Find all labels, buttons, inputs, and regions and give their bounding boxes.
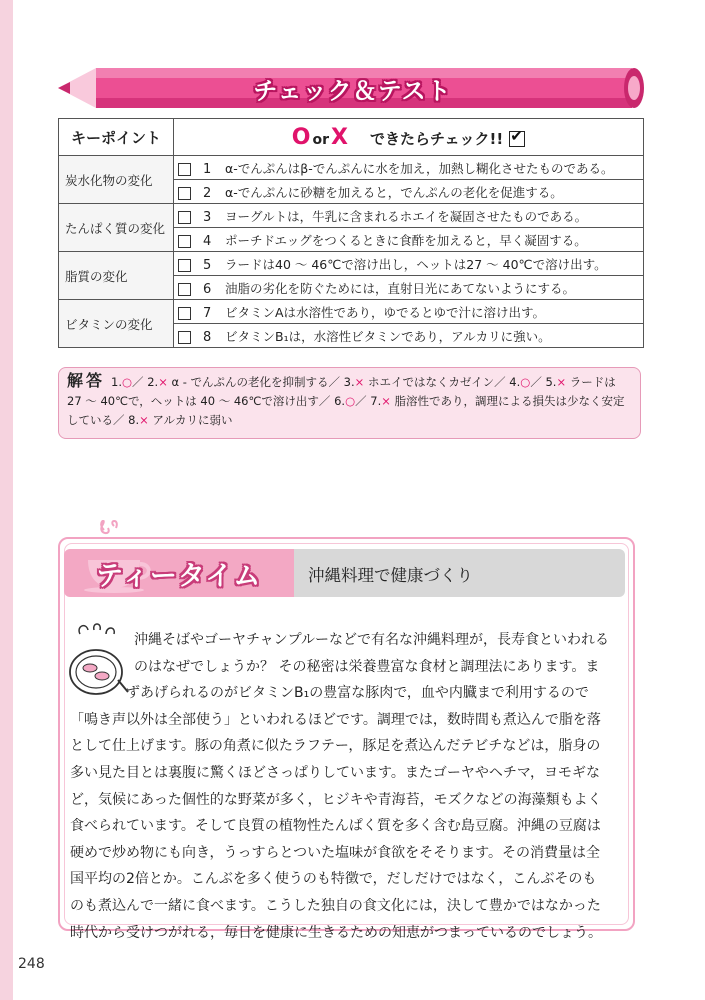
- answer-text: ラードは 27 ～ 40℃で，ヘットは 40 ～ 46℃で溶け出す: [67, 375, 616, 408]
- checkbox[interactable]: [178, 259, 191, 272]
- circle-mark-icon: O: [291, 124, 311, 150]
- check-item: [174, 204, 644, 228]
- check-item: [174, 276, 644, 300]
- header-check-prompt: [174, 119, 644, 156]
- header-keypoint: キーポイント: [59, 119, 174, 156]
- item-number: 6: [203, 281, 212, 297]
- item-text: α-でんぷんに砂糖を加えると，でんぷんの老化を促進する。: [225, 184, 563, 200]
- answer-number: ／ 2.: [132, 375, 159, 389]
- body-line: 食べられています。そして良質の植物性たんぱく質を多く含む島豆腐。沖縄の豆腐は: [70, 818, 601, 835]
- check-item: [174, 252, 644, 276]
- item-text: 油脂の劣化を防ぐためには，直射日光にあてないようにする。: [225, 280, 576, 296]
- item-text: ヨーグルトは，牛乳に含まれるホエイを凝固させたものである。: [225, 208, 588, 224]
- item-number: 8: [203, 329, 212, 345]
- tea-time-subtitle: 沖縄料理で健康づくり: [308, 566, 473, 585]
- answer-box: [58, 367, 641, 439]
- body-line: のはなぜでしょうか？ その秘密は栄養豊富な食材と調理法にあります。ま: [134, 658, 600, 675]
- check-item: [174, 324, 644, 348]
- check-item: [174, 228, 644, 252]
- checkbox[interactable]: [178, 307, 191, 320]
- item-number: 3: [203, 209, 212, 225]
- check-item: [174, 300, 644, 324]
- page-number: 248: [18, 956, 45, 972]
- answer-number: ／ 7.: [355, 394, 382, 408]
- answer-mark: ○: [122, 375, 133, 389]
- check-table: [58, 118, 644, 348]
- table-row: [59, 156, 644, 180]
- answer-number: ／ 5.: [530, 375, 557, 389]
- check-item: [174, 180, 644, 204]
- answer-label: 解答: [67, 371, 106, 390]
- item-number: 1: [203, 161, 212, 177]
- answer-text: α - でんぷんの老化を抑制する: [167, 375, 329, 389]
- answer-text: アルカリに弱い: [148, 413, 233, 427]
- or-label: or: [312, 131, 330, 148]
- checkbox[interactable]: [178, 283, 191, 296]
- body-line: 「鳴き声以外は全部使う」といわれるほどです。調理では，数時間も煮込んで脂を落: [70, 711, 601, 728]
- body-line: 時代から受けつがれる，毎日を健康に生きるための知恵がつまっているのでしょう。: [70, 924, 602, 941]
- answer-number: ／ 3.: [328, 375, 355, 389]
- category-vitamin: ビタミンの変化: [59, 300, 174, 348]
- table-row: [59, 252, 644, 276]
- body-line: ずあげられるのがビタミンB₁の豊富な豚肉で，血や内臓まで利用するので: [126, 685, 589, 702]
- checkbox[interactable]: [178, 331, 191, 344]
- body-line: 硬めで炒め物にも向き，うっすらとついた塩味が食欲をそそります。その消費量は全: [70, 844, 601, 861]
- answer-mark: ○: [345, 394, 356, 408]
- cross-mark-icon: X: [331, 124, 348, 150]
- answer-number: ／ 6.: [318, 394, 346, 408]
- tea-time-body: [70, 627, 618, 946]
- item-number: 4: [203, 233, 212, 249]
- answer-mark: ×: [354, 375, 365, 389]
- body-line: ど，気候にあった個性的な野菜が多く，ヒジキや青海苔，モズクなどの海藻類もよく: [70, 791, 602, 808]
- body-line: のも煮込んで一緒に食べます。こうした独自の食文化には，決して豊かではなかった: [70, 897, 601, 914]
- answer-mark: ×: [381, 394, 391, 408]
- item-number: 2: [203, 185, 212, 201]
- checkbox[interactable]: [178, 163, 191, 176]
- category-carbohydrate: 炭水化物の変化: [59, 156, 174, 204]
- table-row: [59, 300, 644, 324]
- checkbox[interactable]: [178, 187, 191, 200]
- item-text: ビタミンB₁は，水溶性ビタミンであり，アルカリに強い。: [225, 328, 551, 344]
- answer-mark: ×: [556, 375, 567, 389]
- item-text: α-でんぷんはβ-でんぷんに水を加え，加熱し糊化させたものである。: [225, 160, 614, 176]
- item-number: 5: [203, 257, 212, 273]
- checked-box-icon: [509, 131, 525, 147]
- tea-time-title: ティータイム: [96, 561, 262, 592]
- body-line: として仕上げます。豚の角煮に似たラフテー，豚足を煮込んだテビチなどは，脂身の: [70, 738, 601, 755]
- item-number: 7: [203, 305, 212, 321]
- answer-mark: ×: [139, 413, 149, 427]
- answer-number: 1.: [111, 375, 122, 389]
- check-prompt-text: できたらチェック!!: [369, 129, 504, 148]
- answer-text: 脂溶性であり，調理による損失は少なく安定している: [67, 394, 625, 427]
- page-edge-stripe: [0, 0, 13, 1000]
- answer-number: ／ 8.: [113, 413, 140, 427]
- check-item: [174, 156, 644, 180]
- item-text: ビタミンAは水溶性であり，ゆでるとゆで汁に溶け出す。: [225, 304, 546, 320]
- table-row: [59, 204, 644, 228]
- category-lipid: 脂質の変化: [59, 252, 174, 300]
- answer-mark: ×: [158, 375, 168, 389]
- checkbox[interactable]: [178, 211, 191, 224]
- table-header-row: [59, 119, 644, 156]
- answer-mark: ○: [520, 375, 531, 389]
- item-text: ラードは40 ～ 46℃で溶け出し，ヘットは27 ～ 40℃で溶け出す。: [225, 256, 607, 272]
- body-line: 沖縄そばやゴーヤチャンプルーなどで有名な沖縄料理が，長寿食といわれる: [134, 632, 610, 648]
- body-line: 国平均の2倍とか。こんぶを多く使うのも特徴で，だしだけではなく，こんぶそのも: [70, 871, 597, 888]
- answer-text: ホエイではなくカゼイン: [364, 375, 495, 389]
- banner-title: チェック＆テスト: [253, 77, 452, 105]
- answer-number: ／ 4.: [494, 375, 521, 389]
- checkbox[interactable]: [178, 235, 191, 248]
- body-line: 多い見た目とは裏腹に驚くほどさっぱりしています。またゴーヤやヘチマ，ヨモギな: [70, 764, 601, 781]
- category-protein: たんぱく質の変化: [59, 204, 174, 252]
- item-text: ポーチドエッグをつくるときに食酢を加えると，早く凝固する。: [225, 232, 587, 248]
